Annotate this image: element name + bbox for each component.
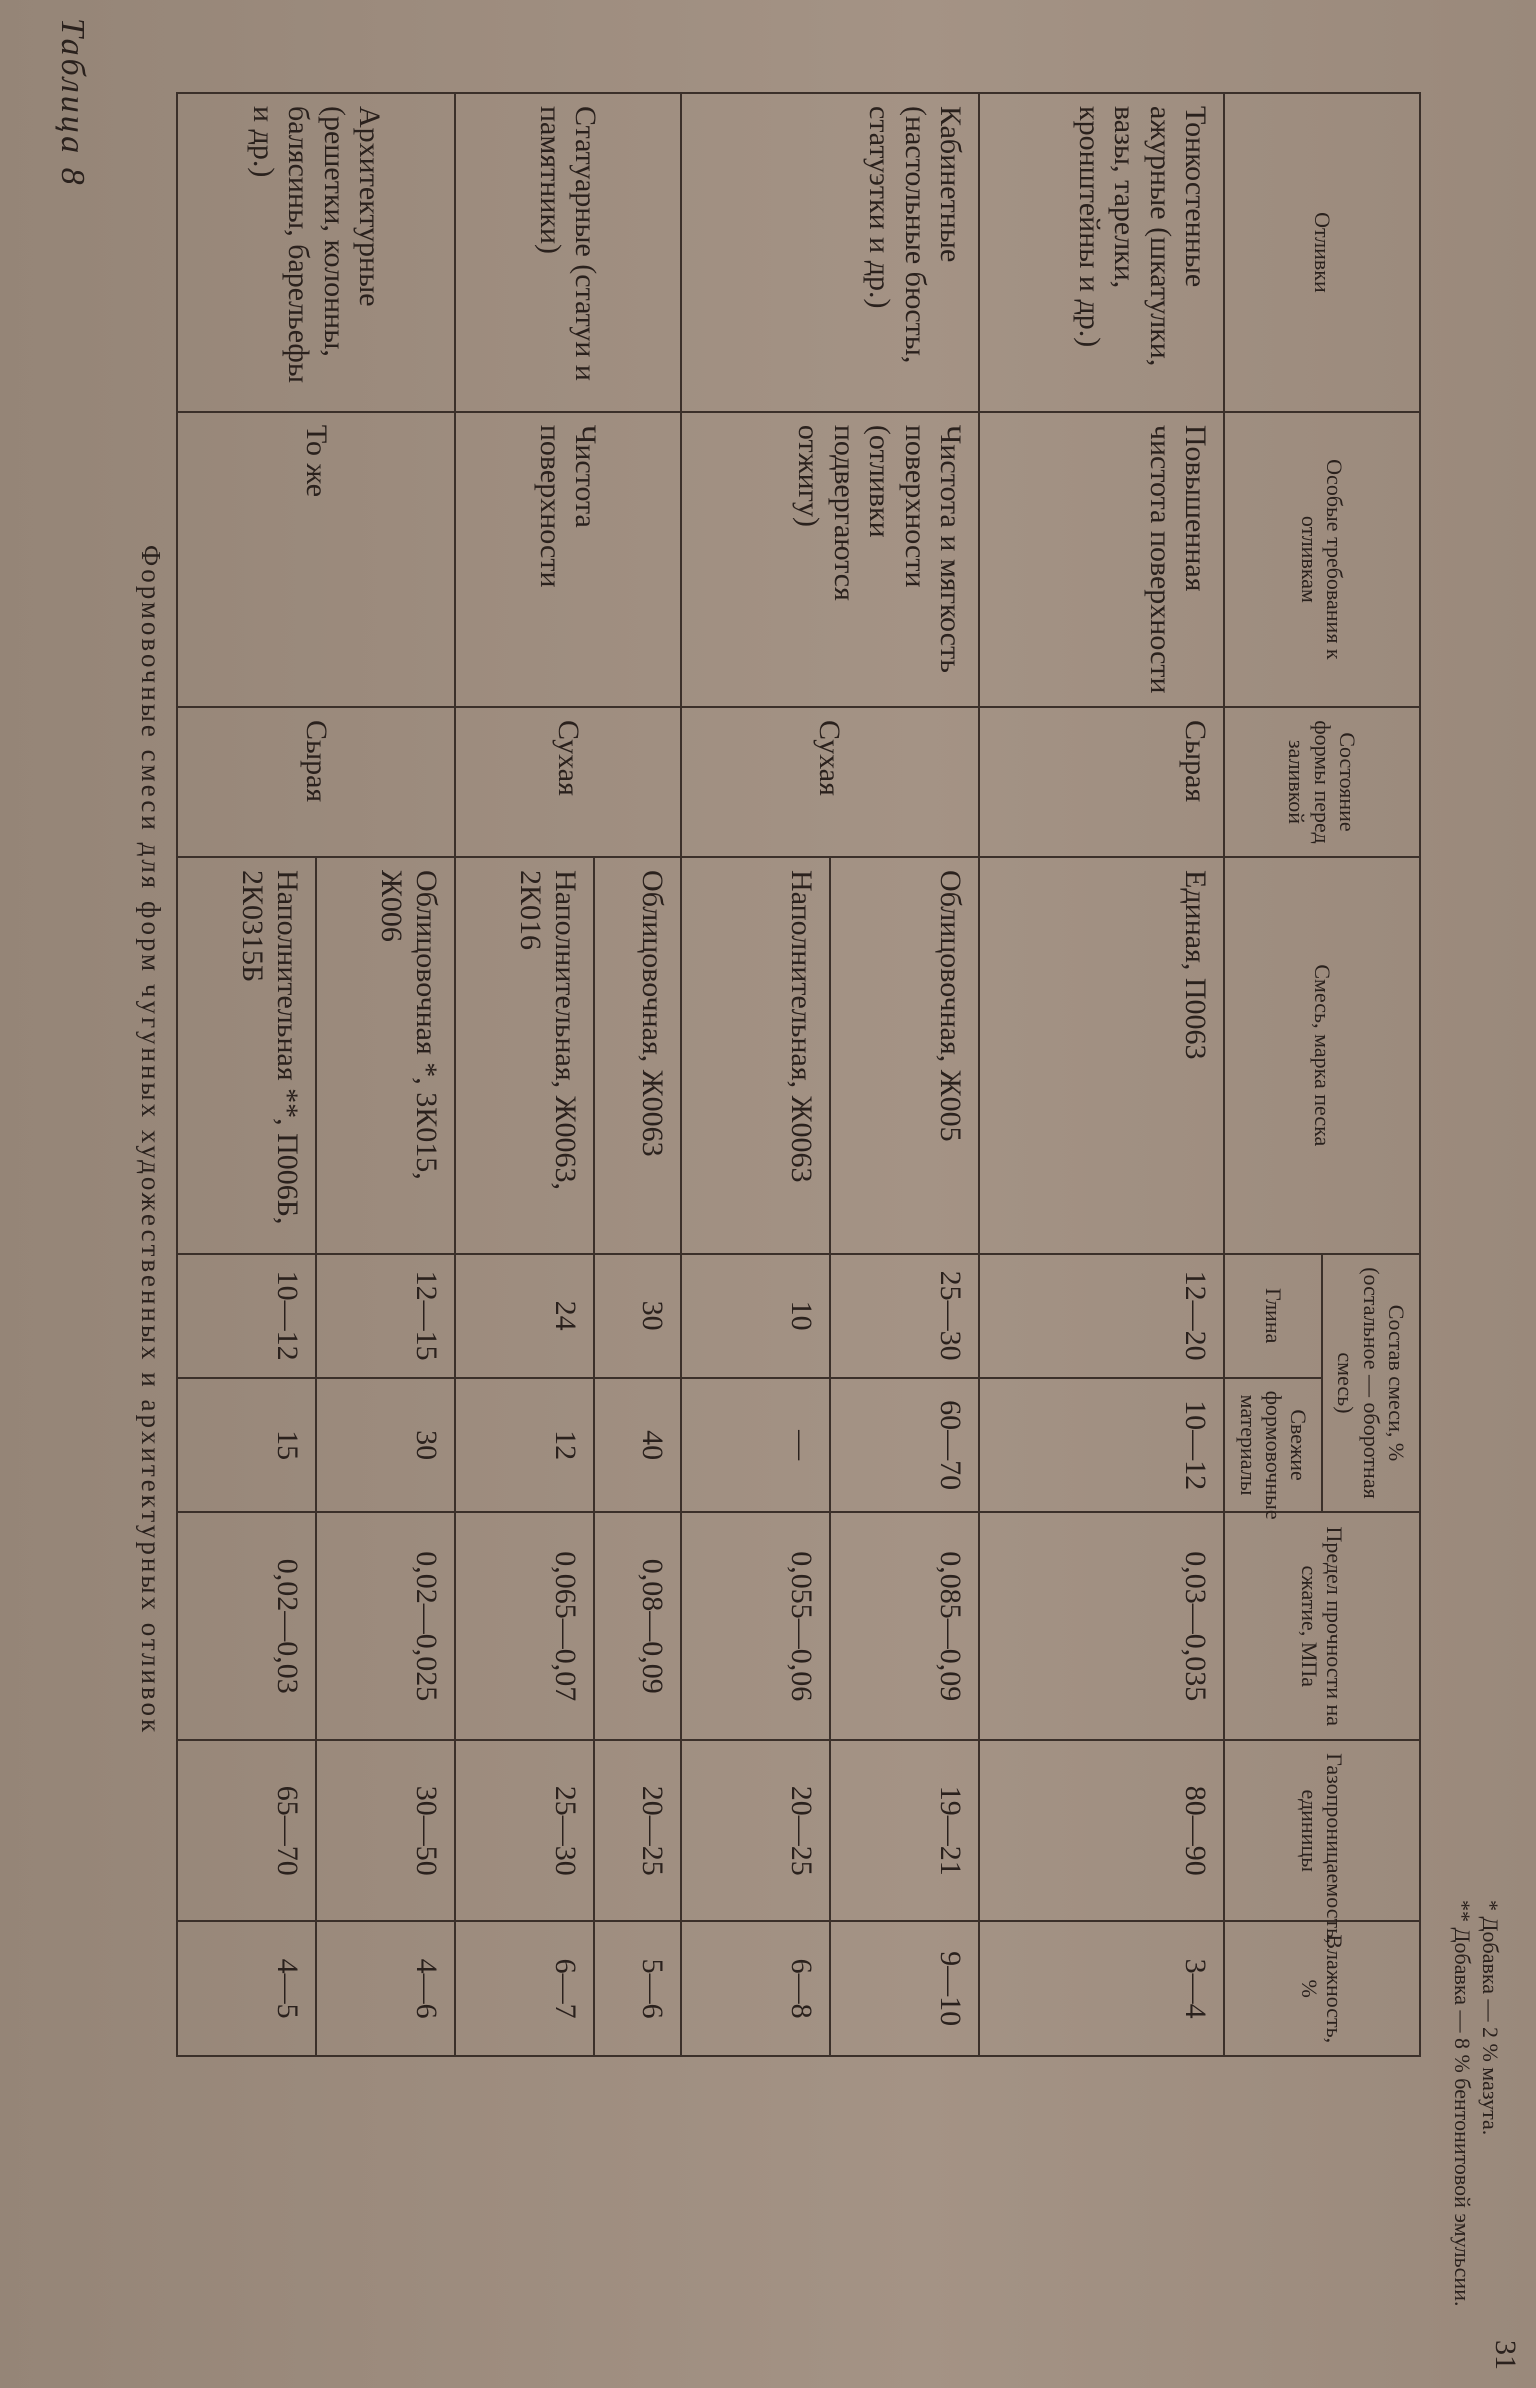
cell-clay: 24 — [455, 1254, 594, 1378]
cell-mixture: Наполнительная, Ж0063, 2К016 — [455, 857, 594, 1254]
cell-permeability: 65—70 — [177, 1740, 316, 1921]
cell-strength: 0,02—0,03 — [177, 1512, 316, 1740]
cell-requirement: Повышенная чистота поверхности — [979, 412, 1224, 707]
cell-clay: 12—20 — [979, 1254, 1224, 1378]
header-strength: Предел прочности на сжатие, МПа — [1224, 1512, 1420, 1740]
cell-state: Сухая — [681, 707, 979, 857]
cell-permeability: 20—25 — [681, 1740, 830, 1921]
cell-fresh: — — [681, 1378, 830, 1513]
cell-moisture: 6—7 — [455, 1921, 594, 2056]
molding-mixtures-table — [176, 92, 1421, 2057]
cell-clay: 25—30 — [830, 1254, 979, 1378]
table-row — [316, 93, 455, 2056]
table-label: Таблица 8 — [54, 18, 91, 188]
header-composition: Состав смеси, % (остальное — оборотная смесь) — [1322, 1254, 1420, 1513]
footnote-1: * Добавка — 2 % мазута. — [1478, 1900, 1503, 2136]
cell-strength: 0,085—0,09 — [830, 1512, 979, 1740]
cell-clay: 10—12 — [177, 1254, 316, 1378]
cell-clay: 10 — [681, 1254, 830, 1378]
table-row — [594, 93, 680, 2056]
footnotes — [1449, 1900, 1504, 2307]
header-fresh: Свежие формовочные материалы — [1224, 1378, 1322, 1513]
cell-casting: Архитектурные (решетки, колонны, балясины, барельефы и др.) — [177, 93, 455, 412]
header-requirements: Особые требования к отливкам — [1224, 412, 1420, 707]
cell-permeability: 20—25 — [594, 1740, 680, 1921]
cell-requirement: То же — [177, 412, 455, 707]
cell-moisture: 5—6 — [594, 1921, 680, 2056]
cell-state: Сухая — [455, 707, 680, 857]
header-mold-state: Состояние формы перед заливкой — [1224, 707, 1420, 857]
cell-strength: 0,055—0,06 — [681, 1512, 830, 1740]
footnote-2: ** Добавка — 8 % бентонитовой эмульсии. — [1450, 1900, 1476, 2307]
cell-mixture: Облицовочная, Ж005 — [830, 857, 979, 1254]
cell-mixture: Наполнительная, Ж0063 — [681, 857, 830, 1254]
cell-mixture: Единая, П0063 — [979, 857, 1224, 1254]
cell-mixture: Наполнительная **, П006Б, 2К0315Б — [177, 857, 316, 1254]
cell-clay: 30 — [594, 1254, 680, 1378]
cell-state: Сырая — [177, 707, 455, 857]
cell-casting: Кабинетные (настольные бюсты, статуэтки и др.) — [681, 93, 979, 412]
cell-fresh: 60—70 — [830, 1378, 979, 1513]
table-row — [979, 93, 1224, 2056]
cell-casting: Тонкостенные ажурные (шкатулки, вазы, тарелки, кронштейны и др.) — [979, 93, 1224, 412]
cell-permeability: 30—50 — [316, 1740, 455, 1921]
header-clay: Глина — [1224, 1254, 1322, 1378]
cell-strength: 0,065—0,07 — [455, 1512, 594, 1740]
cell-moisture: 4—5 — [177, 1921, 316, 2056]
cell-casting: Статуарные (статуи и памятники) — [455, 93, 680, 412]
cell-fresh: 10—12 — [979, 1378, 1224, 1513]
header-row-1 — [1322, 93, 1420, 2056]
cell-requirement: Чистота поверхности — [455, 412, 680, 707]
cell-state: Сырая — [979, 707, 1224, 857]
cell-fresh: 30 — [316, 1378, 455, 1513]
header-mixture: Смесь, марка песка — [1224, 857, 1420, 1254]
header-castings: Отливки — [1224, 93, 1420, 412]
cell-mixture: Облицовочная, Ж0063 — [594, 857, 680, 1254]
cell-moisture: 3—4 — [979, 1921, 1224, 2056]
cell-clay: 12—15 — [316, 1254, 455, 1378]
cell-moisture: 4—6 — [316, 1921, 455, 2056]
cell-fresh: 12 — [455, 1378, 594, 1513]
cell-strength: 0,02—0,025 — [316, 1512, 455, 1740]
cell-permeability: 25—30 — [455, 1740, 594, 1921]
header-moisture: Влажность, % — [1224, 1921, 1420, 2056]
cell-moisture: 9—10 — [830, 1921, 979, 2056]
cell-moisture: 6—8 — [681, 1921, 830, 2056]
cell-strength: 0,08—0,09 — [594, 1512, 680, 1740]
table-title: Формовочные смеси для форм чугунных художественных и архитектурных отливок — [136, 544, 166, 1736]
cell-fresh: 40 — [594, 1378, 680, 1513]
cell-permeability: 80—90 — [979, 1740, 1224, 1921]
cell-strength: 0,03—0,035 — [979, 1512, 1224, 1740]
cell-mixture: Облицовочная *, 3К015, Ж006 — [316, 857, 455, 1254]
header-permeability: Газопроницаемость, единицы — [1224, 1740, 1420, 1921]
page-number: 31 — [1489, 2340, 1522, 2370]
cell-requirement: Чистота и мягкость поверхности (отливки подвергаются отжигу) — [681, 412, 979, 707]
table-row — [830, 93, 979, 2056]
cell-fresh: 15 — [177, 1378, 316, 1513]
cell-permeability: 19—21 — [830, 1740, 979, 1921]
